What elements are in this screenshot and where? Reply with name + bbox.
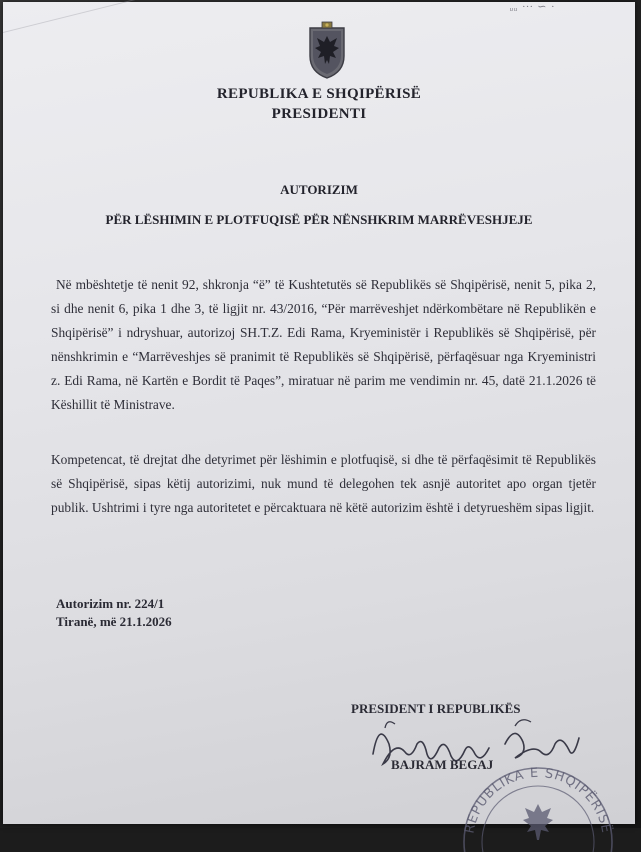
header-president: PRESIDENTI: [271, 106, 367, 122]
document-page: [3, 1, 635, 835]
document-subtitle: PËR LËSHIMIN E PLOTFUQISË PËR NËNSHKRIM MARRËVESHJEJE: [105, 212, 533, 227]
header-republic: REPUBLIKA E SHQIPËRISË: [216, 86, 422, 102]
page-edge-marking: ᵤᵤ ··· ∽ ·: [510, 1, 555, 13]
svg-text:REPUBLIKA E SHQIPËRISË: REPUBLIKA E SHQIPËRISË: [462, 765, 614, 835]
official-stamp-icon: [453, 732, 623, 852]
paragraph-competences: Kompetencat, të drejtat dhe detyrimet për lëshimin e plotfuqisë, si dhe të përfaqësimit të Republikës së Shqipërisë, sipas këtij autorizimi, nuk mund të delegohen tek asnjë autoritet apo organ tjetër publik. Ushtrimi i tyre nga autoritetet e përcaktuara në këtë autorizim është i detyrueshëm sipas ligjit.: [51, 452, 596, 515]
signatory-title: PRESIDENT I REPUBLIKËS: [351, 701, 521, 716]
document-title: AUTORIZIM: [280, 182, 358, 197]
place-and-date: Tiranë, më 21.1.2026: [56, 614, 172, 629]
authorization-number: Autorizim nr. 224/1: [56, 596, 165, 611]
albanian-eagle-emblem-icon: [306, 22, 348, 80]
signatory-name: BAJRAM BEGAJ: [391, 757, 494, 772]
paper-fold-crease: [3, 0, 143, 33]
paragraph-legal-basis: Në mbështetje të nenit 92, shkronja “ë” të Kushtetutës së Republikës së Shqipërisë, nenit 5, pika 2, si dhe nenit 6, pika 1 dhe 3, të ligjit nr. 43/2016, “Për marrëveshjet ndërkombëtare në Republikën e Shqipërisë” i ndryshuar, autorizoj SH.T.Z. Edi Rama, Kryeministër i Republikës së Shqipërisë, për nënshkrimin e “Marrëveshjes së pranimit të Republikës së Shqipërisë, përfaqësuar nga Kryeministri z. Edi Rama, në Kartën e Bordit të Paqes”, miratuar në parim me vendimin nr. 45, datë 21.1.2026 të Këshillit të Ministrave.: [51, 277, 596, 412]
